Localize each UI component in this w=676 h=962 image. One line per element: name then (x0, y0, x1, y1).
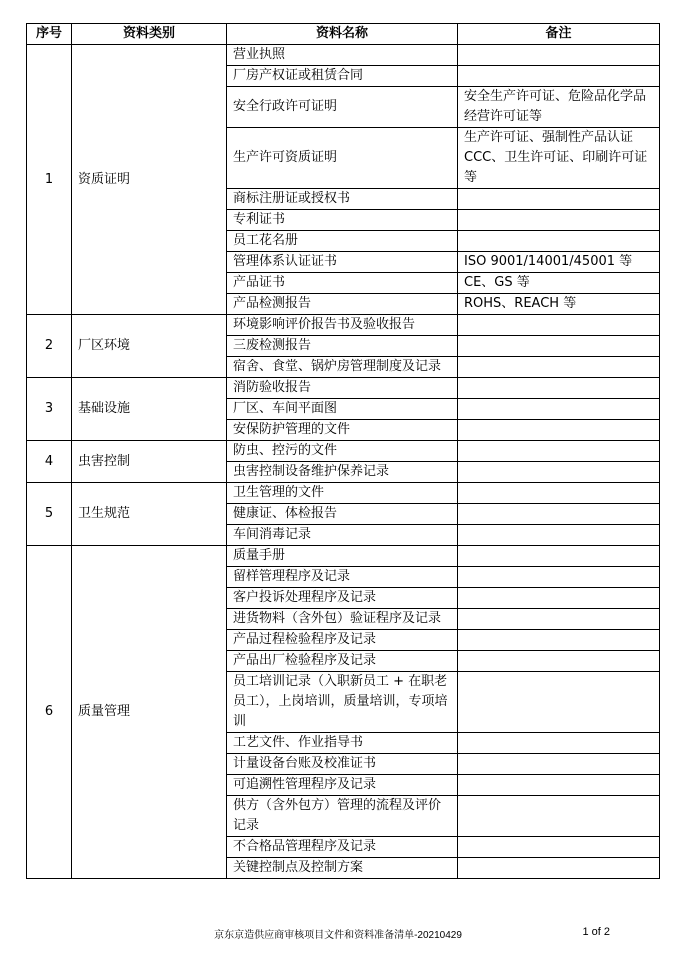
item-name: 健康证、体检报告 (227, 504, 458, 525)
item-name: 产品出厂检验程序及记录 (227, 651, 458, 672)
item-note (458, 483, 660, 504)
item-name: 防虫、控污的文件 (227, 441, 458, 462)
item-name: 员工培训记录（入职新员工 + 在职老员工），上岗培训，质量培训，专项培训 (227, 672, 458, 733)
item-note (458, 546, 660, 567)
row-category: 厂区环境 (72, 315, 227, 378)
item-name: 留样管理程序及记录 (227, 567, 458, 588)
footer-title: 京东京造供应商审核项目文件和资料准备清单-20210429 (214, 930, 462, 941)
item-note (458, 420, 660, 441)
item-note (458, 733, 660, 754)
row-seq: 4 (27, 441, 72, 483)
item-note (458, 336, 660, 357)
item-name: 质量手册 (227, 546, 458, 567)
item-note (458, 231, 660, 252)
item-note (458, 357, 660, 378)
item-name: 宿舍、食堂、锅炉房管理制度及记录 (227, 357, 458, 378)
item-note (458, 441, 660, 462)
item-note (458, 630, 660, 651)
item-name: 计量设备台账及校准证书 (227, 754, 458, 775)
item-note (458, 462, 660, 483)
item-note: ROHS、REACH 等 (458, 294, 660, 315)
page-footer (0, 926, 676, 942)
item-note: CE、GS 等 (458, 273, 660, 294)
item-note (458, 315, 660, 336)
item-name: 三废检测报告 (227, 336, 458, 357)
item-name: 卫生管理的文件 (227, 483, 458, 504)
item-name: 产品过程检验程序及记录 (227, 630, 458, 651)
item-name: 工艺文件、作业指导书 (227, 733, 458, 754)
item-note (458, 189, 660, 210)
item-note (458, 796, 660, 837)
table-row (27, 441, 660, 462)
header-note: 备注 (458, 24, 660, 45)
item-name: 不合格品管理程序及记录 (227, 837, 458, 858)
row-seq: 5 (27, 483, 72, 546)
row-category: 质量管理 (72, 546, 227, 879)
table-header-row (27, 24, 660, 45)
item-name: 供方（含外包方）管理的流程及评价记录 (227, 796, 458, 837)
item-note (458, 775, 660, 796)
item-note (458, 651, 660, 672)
item-name: 客户投诉处理程序及记录 (227, 588, 458, 609)
item-name: 安全行政许可证明 (227, 87, 458, 128)
item-note (458, 858, 660, 879)
table-row (27, 483, 660, 504)
page-number: 1 of 2 (582, 926, 610, 938)
row-category: 资质证明 (72, 45, 227, 315)
header-category: 资料类别 (72, 24, 227, 45)
item-note (458, 672, 660, 733)
item-note (458, 45, 660, 66)
table-row (27, 378, 660, 399)
item-name: 生产许可资质证明 (227, 128, 458, 189)
item-name: 员工花名册 (227, 231, 458, 252)
item-note (458, 588, 660, 609)
row-category: 基础设施 (72, 378, 227, 441)
document-table (26, 23, 660, 879)
item-note (458, 609, 660, 630)
row-seq: 6 (27, 546, 72, 879)
item-note (458, 567, 660, 588)
item-note (458, 378, 660, 399)
item-name: 可追溯性管理程序及记录 (227, 775, 458, 796)
row-seq: 2 (27, 315, 72, 378)
item-name: 进货物料（含外包）验证程序及记录 (227, 609, 458, 630)
item-name: 产品证书 (227, 273, 458, 294)
item-name: 管理体系认证证书 (227, 252, 458, 273)
table-body (27, 45, 660, 879)
item-note (458, 525, 660, 546)
item-name: 厂区、车间平面图 (227, 399, 458, 420)
item-name: 商标注册证或授权书 (227, 189, 458, 210)
table-row (27, 546, 660, 567)
item-name: 环境影响评价报告书及验收报告 (227, 315, 458, 336)
item-note (458, 754, 660, 775)
row-seq: 1 (27, 45, 72, 315)
item-note (458, 399, 660, 420)
row-category: 卫生规范 (72, 483, 227, 546)
item-note: ISO 9001/14001/45001 等 (458, 252, 660, 273)
item-name: 车间消毒记录 (227, 525, 458, 546)
item-name: 厂房产权证或租赁合同 (227, 66, 458, 87)
header-seq: 序号 (27, 24, 72, 45)
item-name: 虫害控制设备维护保养记录 (227, 462, 458, 483)
item-note (458, 837, 660, 858)
item-name: 消防验收报告 (227, 378, 458, 399)
row-category: 虫害控制 (72, 441, 227, 483)
item-note (458, 66, 660, 87)
item-note: 生产许可证、强制性产品认证 CCC、卫生许可证、印刷许可证等 (458, 128, 660, 189)
header-name: 资料名称 (227, 24, 458, 45)
item-name: 营业执照 (227, 45, 458, 66)
row-seq: 3 (27, 378, 72, 441)
item-name: 产品检测报告 (227, 294, 458, 315)
item-name: 专利证书 (227, 210, 458, 231)
table-row (27, 45, 660, 66)
item-note: 安全生产许可证、危险品化学品经营许可证等 (458, 87, 660, 128)
table-row (27, 315, 660, 336)
item-note (458, 504, 660, 525)
item-name: 关键控制点及控制方案 (227, 858, 458, 879)
item-note (458, 210, 660, 231)
item-name: 安保防护管理的文件 (227, 420, 458, 441)
